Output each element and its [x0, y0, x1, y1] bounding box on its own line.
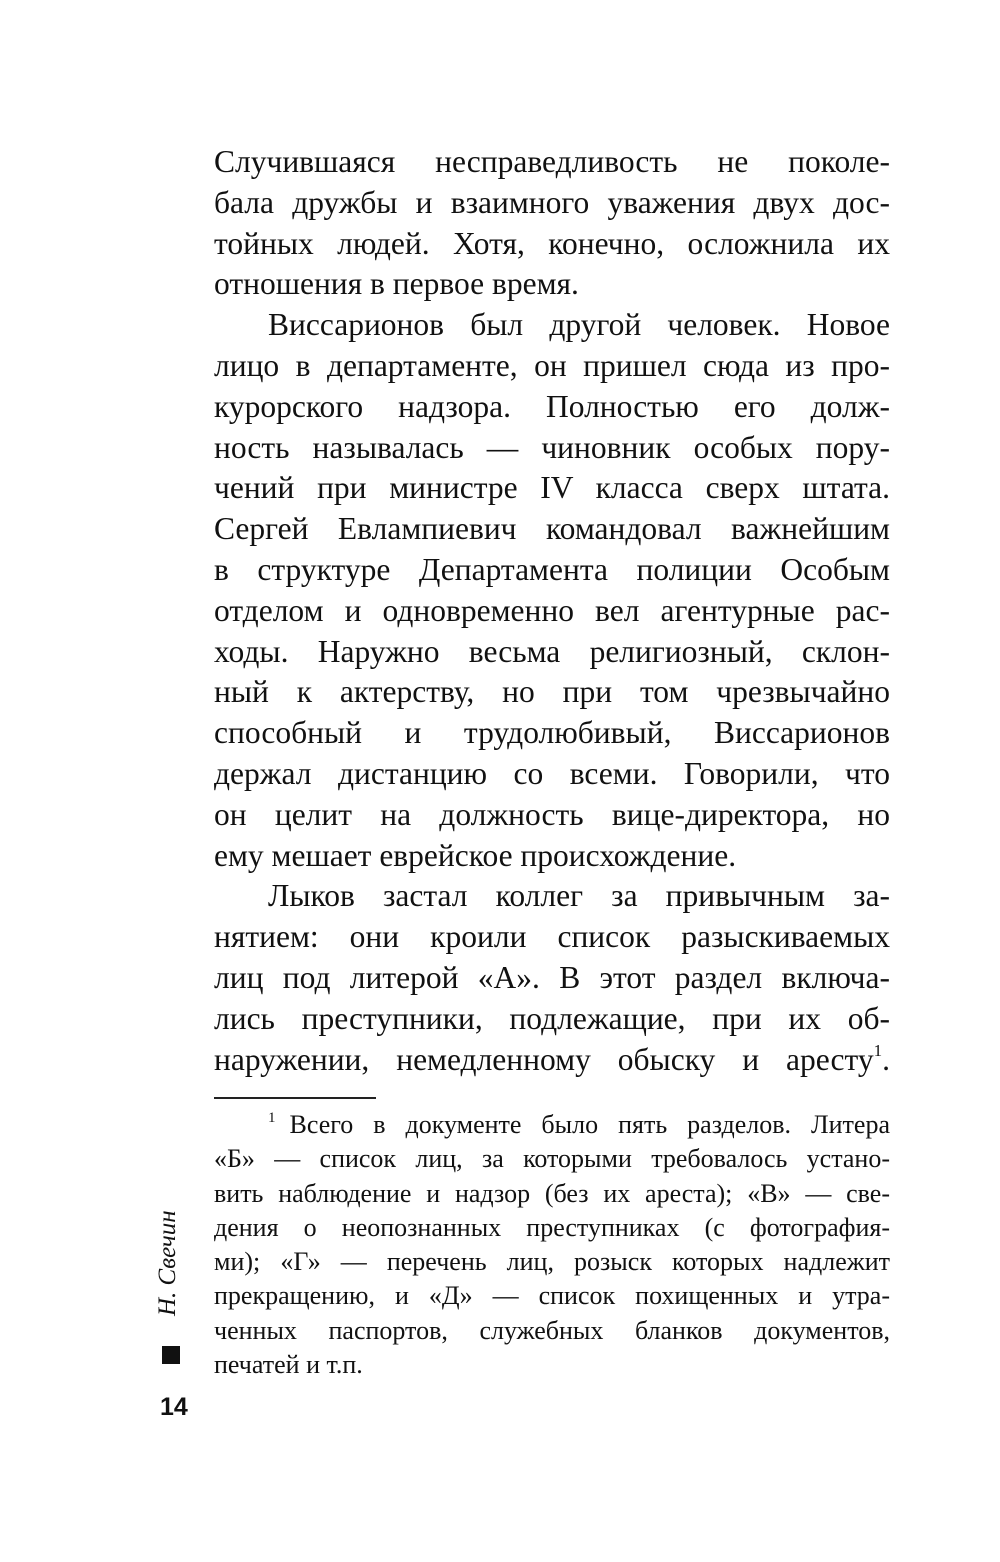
footnote — [214, 1108, 890, 1382]
text-line-content: наружении, немедленному обыску и аресту — [214, 1041, 874, 1077]
text-line: Сергей Евлампиевич командовал важнейшим — [214, 511, 890, 547]
text-line-with-footnote — [214, 1040, 890, 1081]
text-line: нятием: они кроили список разыскиваемых — [214, 919, 890, 955]
text-line: тойных людей. Хотя, конечно, осложнила их — [214, 225, 890, 261]
footnote-line: ченных паспортов, служебных бланков документов, — [214, 1315, 890, 1345]
text-line: держал дистанцию со всеми. Говорили, что — [214, 755, 890, 791]
footnote-line: «Б» — список лиц, за которыми требовалось устано- — [214, 1144, 890, 1174]
text-line: ему мешает еврейское происхождение. — [214, 837, 737, 873]
footnote-mark: 1 — [268, 1110, 276, 1126]
footnote-line: прекращению, и «Д» — список похищенных и утра- — [214, 1281, 890, 1311]
text-line: Лыков застал коллег за привычным за- — [268, 878, 890, 914]
paragraph-2 — [214, 305, 890, 876]
main-text — [214, 142, 890, 1080]
paragraph-1 — [214, 142, 890, 305]
text-line: ность называлась — чиновник особых пору- — [214, 429, 890, 465]
text-line: чений при министре IV класса сверх штата. — [214, 470, 890, 506]
footnote-line — [214, 1108, 890, 1142]
text-line: отношения в первое время. — [214, 266, 579, 302]
text-line: Виссарионов был другой человек. Новое — [268, 307, 890, 343]
text-line: ный к актерству, но при том чрезвычайно — [214, 674, 890, 710]
running-head-author: Н. Свечин — [154, 1210, 181, 1316]
text-line: ходы. Наружно весьма религиозный, склон- — [214, 633, 890, 669]
text-line: способный и трудолюбивый, Виссарионов — [214, 715, 890, 751]
text-line: бала дружбы и взаимного уважения двух дос- — [214, 184, 890, 220]
footnote-line: печатей и т.п. — [214, 1350, 363, 1380]
footnote-line: вить наблюдение и надзор (без их ареста); «В» — све- — [214, 1178, 890, 1208]
page-number: 14 — [160, 1393, 188, 1421]
text-line: лицо в департаменте, он пришел сюда из про- — [214, 347, 890, 383]
footnote-line: дения о неопознанных преступниках (с фотография- — [214, 1212, 890, 1242]
paragraph-3 — [214, 876, 890, 1080]
decorative-square-icon — [162, 1346, 180, 1364]
text-line: Случившаяся несправедливость не поколе- — [214, 144, 890, 179]
footnote-line: ми); «Г» — перечень лиц, розыск которых надлежит — [214, 1247, 890, 1277]
line-trailing-punctuation: . — [882, 1041, 890, 1077]
text-line: лиц под литерой «А». В этот раздел включа- — [214, 959, 890, 995]
footnote-line-text: Всего в документе было пять разделов. Литера — [289, 1110, 890, 1139]
footnote-divider — [214, 1097, 376, 1099]
text-line: в структуре Департамента полиции Особым — [214, 551, 890, 587]
footnote-reference[interactable]: 1 — [873, 1040, 883, 1060]
text-line: лись преступники, подлежащие, при их об- — [214, 1000, 890, 1036]
text-line: он целит на должность вице-директора, но — [214, 796, 890, 832]
text-line: курорского надзора. Полностью его долж- — [214, 388, 890, 424]
text-line: отделом и одновременно вел агентурные рас- — [214, 592, 890, 628]
